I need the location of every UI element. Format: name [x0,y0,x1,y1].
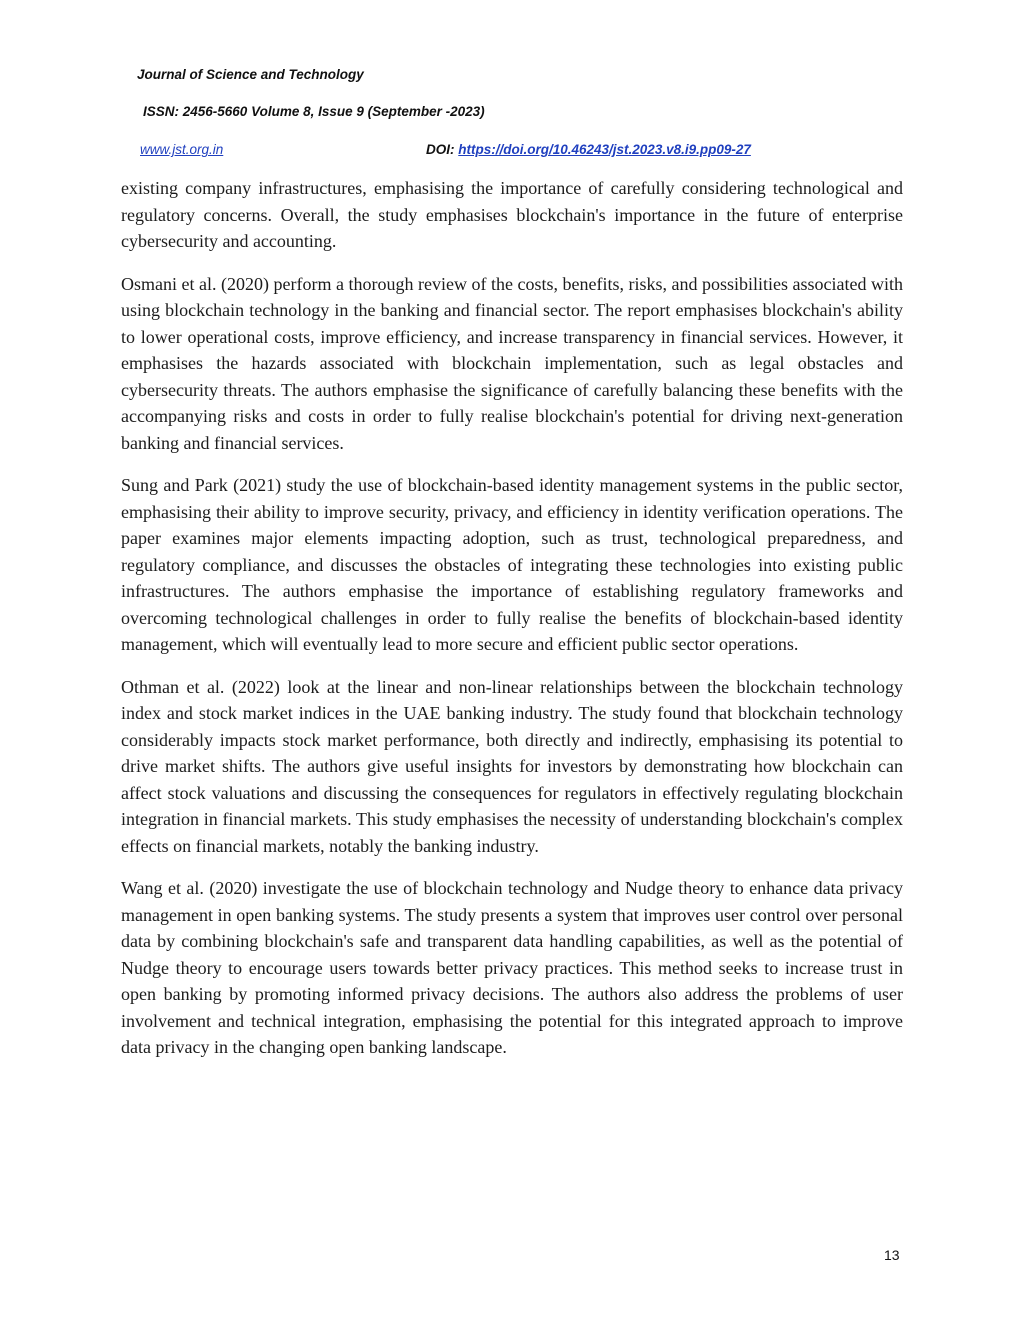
journal-website-link[interactable]: www.jst.org.in [140,142,224,157]
paragraph-sung-park-2021: Sung and Park (2021) study the use of blockchain-based identity management systems in the public sector, emphasising their ability to improve security, privacy, and efficiency in identity verification operations. The paper examines major elements impacting adoption, such as trust, technological preparedness, and regulatory compliance, and discusses the obstacles of integrating these technologies into existing public infrastructures. The authors emphasise the importance of establishing regulatory frameworks and overcoming technological challenges in order to fully realise the benefits of blockchain-based identity management, which will eventually lead to more secure and efficient public sector operations. [121,475,903,654]
doi-line [426,142,751,157]
issn-volume-issue: ISSN: 2456-5660 Volume 8, Issue 9 (September -2023) [143,104,485,119]
doi-link[interactable]: https://doi.org/10.46243/jst.2023.v8.i9.pp09-27 [458,142,751,157]
paragraph-continuation: existing company infrastructures, emphasising the importance of carefully considering technological and regulatory concerns. Overall, the study emphasises blockchain's importance in the future of enterprise cybersecurity and accounting. [121,178,903,251]
article-body [121,175,903,1077]
paragraph-osmani-2020: Osmani et al. (2020) perform a thorough review of the costs, benefits, risks, and possibilities associated with using blockchain technology in the banking and financial sector. The report emphasises blockchain's ability to lower operational costs, improve efficiency, and increase transparency in financial services. However, it emphasises the hazards associated with blockchain implementation, such as legal obstacles and cybersecurity threats. The authors emphasise the significance of carefully balancing these benefits with the accompanying risks and costs in order to fully realise blockchain's potential for driving next-generation banking and financial services. [121,273,903,453]
paragraph-wang-2020: Wang et al. (2020) investigate the use of blockchain technology and Nudge theory to enhance data privacy management in open banking systems. The study presents a system that improves user control over personal data by combining blockchain's safe and transparent data handling capabilities, as well as the potential of Nudge theory to encourage users towards better privacy practices. This method seeks to increase trust in open banking by promoting informed privacy decisions. The authors also address the problems of user involvement and technical integration, emphasising the potential for this integrated approach to improve data privacy in the changing open banking landscape. [121,878,903,1057]
paragraph-othman-2022: Othman et al. (2022) look at the linear and non-linear relationships between the blockchain technology index and stock market indices in the UAE banking industry. The study found that blockchain technology considerably impacts stock market performance, both directly and indirectly, emphasising its potential to drive market shifts. The authors give useful insights for investors by demonstrating how blockchain can affect stock valuations and discussing the consequences for regulators in effectively regulating blockchain integration in financial markets. This study emphasises the necessity of understanding blockchain's complex effects on financial markets, notably the banking industry. [121,676,903,856]
page-number: 13 [884,1247,900,1263]
journal-name: Journal of Science and Technology [137,67,364,82]
doi-label: DOI: [426,142,459,157]
